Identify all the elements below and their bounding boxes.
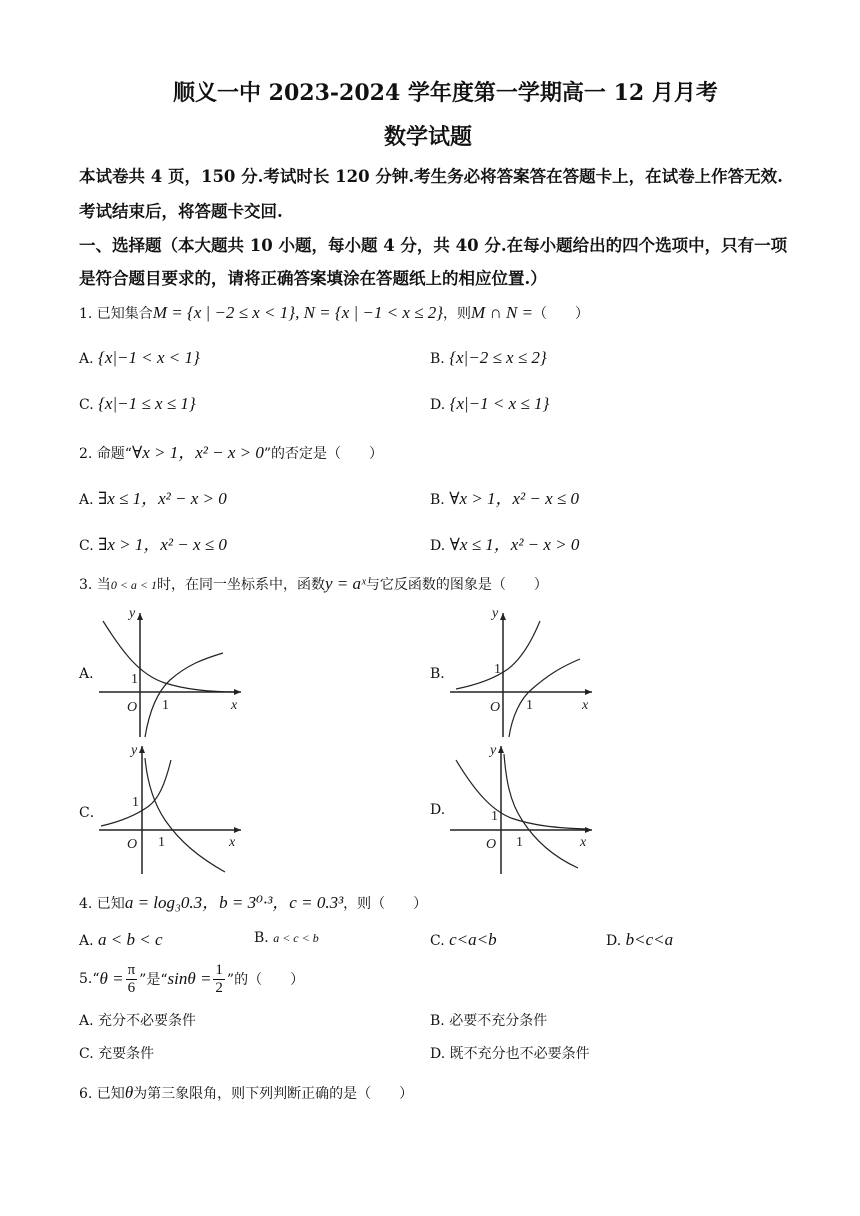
option-text: b<c<a xyxy=(625,930,674,949)
question-3-stem xyxy=(79,574,548,594)
q5-frac-1-2 xyxy=(213,962,225,997)
origin-label: O xyxy=(486,837,497,852)
y-axis-arrow xyxy=(139,746,145,753)
q1-option-d[interactable] xyxy=(430,394,549,414)
y-one-label: 1 xyxy=(131,672,138,687)
frac-denominator: 2 xyxy=(215,979,223,996)
q1-intersection: M ∩ N = xyxy=(471,303,534,322)
question-5-stem xyxy=(79,958,304,1000)
option-letter: D. xyxy=(606,933,622,949)
option-text: ∃x > 1，x² − x ≤ 0 xyxy=(98,535,227,554)
q2-option-d[interactable] xyxy=(430,530,579,555)
option-letter: A. xyxy=(79,351,94,367)
option-text: ∀x ≤ 1，x² − x > 0 xyxy=(449,535,580,554)
q3-function: y = aˣ xyxy=(325,574,366,593)
q1-option-b[interactable] xyxy=(430,348,547,368)
q3-mid: 时，在同一坐标系中，函数 xyxy=(157,577,326,593)
frac-numerator: 1 xyxy=(215,961,223,978)
q4-prefix: 4. 已知 xyxy=(79,896,125,912)
q5-sin: sinθ = xyxy=(167,969,212,988)
question-6-stem xyxy=(79,1083,413,1103)
exponential-curve xyxy=(103,621,237,692)
option-text: {x|−1 ≤ x ≤ 1} xyxy=(98,394,196,413)
y-one-label: 1 xyxy=(494,662,501,677)
frac-denominator: 6 xyxy=(127,979,136,996)
instructions-line2: 考试结束后，将答题卡交回. xyxy=(79,202,283,221)
q1-option-c[interactable] xyxy=(79,394,196,414)
log-curve xyxy=(145,653,223,737)
q2-prefix: 2. 命题“ xyxy=(79,446,132,462)
exponential-curve xyxy=(101,760,171,826)
x-axis-arrow xyxy=(585,689,592,695)
option-text: ∀x > 1，x² − x ≤ 0 xyxy=(449,489,579,508)
option-letter: C. xyxy=(79,538,94,554)
section1-line1: 一、选择题（本大题共 10 小题，每小题 4 分，共 40 分.在每小题给出的四个选项中，只有一项 xyxy=(79,236,788,255)
x-one-label: 1 xyxy=(158,835,165,850)
origin-label: O xyxy=(490,700,501,715)
exam-title: 顺义一中 2023-2024 学年度第一学期高一 12 月月考 xyxy=(173,80,718,106)
q6-prefix: 6. 已知 xyxy=(79,1086,125,1102)
q3-prefix: 3. 当 xyxy=(79,577,111,593)
option-letter: B. xyxy=(430,492,445,508)
option-letter: C. xyxy=(430,933,445,949)
q2-proposition: ∀x > 1，x² − x > 0 xyxy=(131,443,264,462)
x-label: x xyxy=(580,835,587,850)
exponential-curve xyxy=(456,621,540,689)
instructions-line1: 本试卷共 4 页，150 分.考试时长 120 分钟.考生务必将答案答在答题卡上，在试卷上作答无效. xyxy=(79,167,783,186)
q2-option-a[interactable] xyxy=(79,484,227,509)
log-curve xyxy=(504,754,578,868)
option-text: a < c < b xyxy=(273,931,319,945)
q3-graph-d[interactable] xyxy=(446,740,596,875)
q5-mid: ”是“ xyxy=(139,972,168,988)
option-letter: A. xyxy=(79,933,94,949)
x-axis-arrow xyxy=(585,827,592,833)
q3-option-a-label[interactable]: A. xyxy=(79,666,94,682)
option-text: {x|−1 < x ≤ 1} xyxy=(449,394,550,413)
q2-option-c[interactable] xyxy=(79,530,227,555)
q4-suffix: ，则（ ） xyxy=(343,896,428,912)
y-label: y xyxy=(131,743,138,758)
q3-option-c-label[interactable]: C． xyxy=(79,805,104,821)
q5-prefix: 5.“ xyxy=(79,971,100,987)
y-one-label: 1 xyxy=(491,809,498,824)
q5-option-d[interactable]: D. 既不充分也不必要条件 xyxy=(430,1046,590,1062)
x-label: x xyxy=(582,698,589,713)
x-one-label: 1 xyxy=(516,835,523,850)
q6-theta: θ xyxy=(124,1083,134,1102)
option-letter: C. xyxy=(79,397,94,413)
q3-option-b-label[interactable]: B. xyxy=(430,666,445,682)
option-text: c<a<b xyxy=(449,930,497,949)
q1-mid: ，则 xyxy=(443,306,472,322)
q1-paren: （ ） xyxy=(533,306,590,322)
q3-option-d-label[interactable]: D. xyxy=(430,802,446,818)
q5-option-a[interactable]: A. 充分不必要条件 xyxy=(79,1013,197,1029)
x-label: x xyxy=(229,835,236,850)
option-text: ∃x ≤ 1，x² − x > 0 xyxy=(98,489,227,508)
q5-option-b[interactable]: B. 必要不充分条件 xyxy=(430,1013,548,1029)
y-label: y xyxy=(129,606,136,621)
q4-option-b[interactable] xyxy=(254,930,319,946)
x-one-label: 1 xyxy=(162,698,169,713)
option-text: a < b < c xyxy=(98,930,163,949)
q5-option-c[interactable]: C. 充要条件 xyxy=(79,1046,155,1062)
x-one-label: 1 xyxy=(526,698,533,713)
q3-graph-a[interactable] xyxy=(95,603,245,738)
frac-numerator: π xyxy=(127,961,136,978)
q1-option-a[interactable] xyxy=(79,348,200,368)
y-label: y xyxy=(492,606,499,621)
y-label: y xyxy=(490,743,497,758)
question-2-stem xyxy=(79,438,383,463)
option-letter: B. xyxy=(430,351,445,367)
log-curve xyxy=(145,758,225,872)
option-letter: D. xyxy=(430,538,446,554)
option-text: {x|−2 ≤ x ≤ 2} xyxy=(449,348,547,367)
log-curve xyxy=(509,659,580,737)
question-4-stem xyxy=(79,888,427,913)
option-letter: B. xyxy=(254,930,269,946)
q4-definitions: a = log₃0.3，b = 3⁰·³，c = 0.3³ xyxy=(124,893,344,912)
x-label: x xyxy=(231,698,238,713)
q1-prefix: 1. 已知集合 xyxy=(79,306,153,322)
q4-option-c[interactable] xyxy=(430,930,497,950)
q3-graph-c[interactable] xyxy=(95,740,245,875)
option-letter: D. xyxy=(430,397,446,413)
exam-subtitle: 数学试题 xyxy=(384,124,473,150)
q5-frac-pi-6 xyxy=(126,962,138,997)
y-one-label: 1 xyxy=(132,795,139,810)
q3-suffix: 与它反函数的图象是（ ） xyxy=(365,577,548,593)
origin-label: O xyxy=(127,837,138,852)
q3-graph-b[interactable] xyxy=(446,603,596,738)
q4-option-a[interactable] xyxy=(79,930,163,950)
q2-option-b[interactable] xyxy=(430,484,579,509)
q5-suffix: ”的（ ） xyxy=(226,972,305,988)
y-axis-arrow xyxy=(500,613,506,620)
x-axis-arrow xyxy=(234,827,241,833)
q3-condition: 0 < a < 1 xyxy=(110,578,158,592)
q4-option-d[interactable] xyxy=(606,930,673,950)
q5-theta: θ = xyxy=(99,969,124,988)
y-axis-arrow xyxy=(137,613,143,620)
y-axis-arrow xyxy=(498,746,504,753)
q1-sets: M = {x | −2 ≤ x < 1}, N = {x | −1 < x ≤ 2} xyxy=(152,303,444,322)
q2-suffix: ”的否定是（ ） xyxy=(263,446,384,462)
question-1-stem xyxy=(79,303,589,323)
section1-line2: 是符合题目要求的，请将正确答案填涂在答题纸上的相应位置.） xyxy=(79,269,547,288)
option-text: {x|−1 < x < 1} xyxy=(98,348,200,367)
option-letter: A. xyxy=(79,492,94,508)
origin-label: O xyxy=(127,700,138,715)
q6-suffix: 为第三象限角，则下列判断正确的是（ ） xyxy=(133,1086,414,1102)
